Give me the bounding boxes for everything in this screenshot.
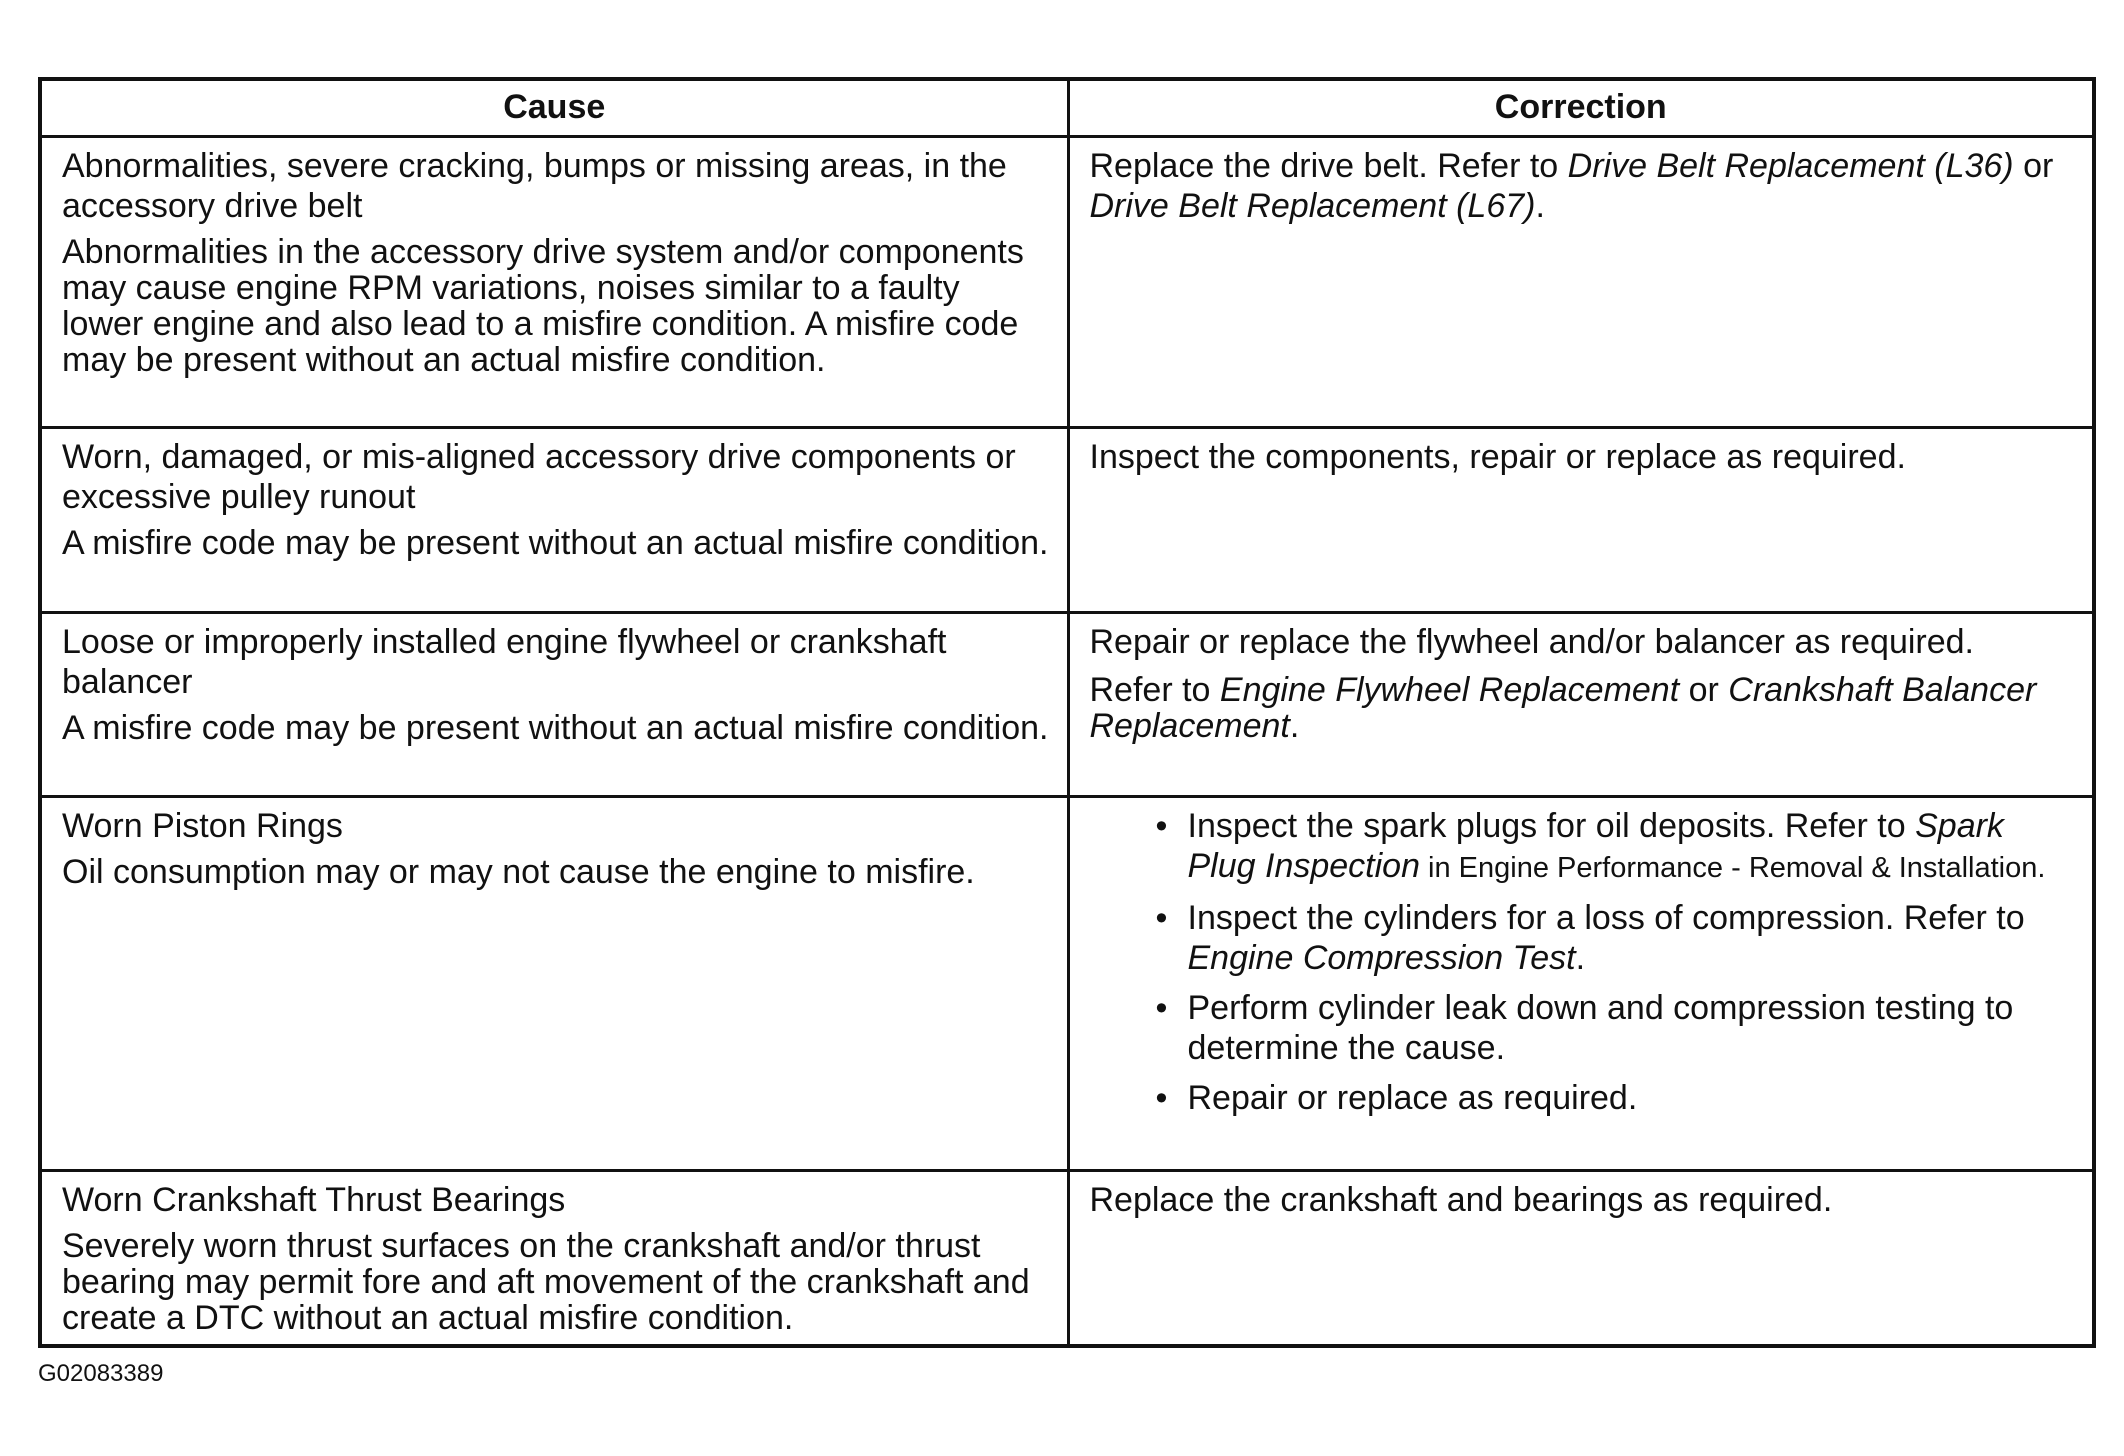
correction-text-part: .: [1535, 187, 1545, 225]
list-item: [1155, 806, 2075, 888]
table-row: [40, 613, 2094, 797]
cause-cell: [40, 613, 1068, 797]
cause-title: Worn Crankshaft Thrust Bearings: [62, 1181, 566, 1219]
correction-text-part: in Engine Performance - Removal & Installation.: [1420, 852, 2046, 884]
bullet-dot-icon: •: [1155, 899, 1168, 937]
correction-text-part: .: [1575, 939, 1586, 977]
table-header-row: [40, 79, 2094, 137]
cause-note: Oil consumption may or may not cause the engine to misfire.: [62, 853, 975, 891]
table-row: [40, 428, 2094, 613]
correction-text-part: Inspect the cylinders for a loss of compression. Refer to: [1187, 899, 2025, 937]
list-item: [1155, 1078, 2075, 1118]
doc-reference: Engine Compression Test: [1187, 939, 1576, 977]
cause-cell: [40, 428, 1068, 613]
correction-text-part: .: [1289, 707, 1300, 745]
correction-text-part: Repair or replace as required.: [1187, 1079, 1638, 1117]
doc-reference: Spark Plug Inspection: [1187, 807, 2004, 885]
cause-correction-table: [38, 77, 2096, 1348]
header-cause: Cause: [40, 79, 1068, 137]
list-item: [1155, 898, 2075, 978]
cause-note: Abnormalities in the accessory drive system and/or components may cause engine RPM variations, noises similar to a faulty lower engine and also lead to a misfire condition. A misfire code may be present without an actual misfire condition.: [62, 233, 1024, 379]
correction-text: [1090, 672, 2075, 744]
header-correction: Correction: [1068, 79, 2094, 137]
cause-note: Severely worn thrust surfaces on the crankshaft and/or thrust bearing may permit fore and aft movement of the crankshaft and create a DTC without an actual misfire condition.: [62, 1227, 1030, 1337]
bullet-dot-icon: •: [1155, 1079, 1168, 1117]
correction-text: Repair or replace the flywheel and/or balancer as required.: [1089, 623, 1974, 661]
correction-text-part: Refer to: [1089, 671, 1220, 709]
cause-title: Worn Piston Rings: [62, 807, 343, 845]
correction-text-part: or: [1679, 671, 1729, 709]
correction-cell: [1068, 1171, 2094, 1347]
cause-title: Abnormalities, severe cracking, bumps or missing areas, in the accessory drive belt: [62, 147, 1007, 225]
cause-note: A misfire code may be present without an actual misfire condition.: [62, 524, 1049, 562]
cause-note: A misfire code may be present without an actual misfire condition.: [62, 709, 1049, 747]
correction-text: Inspect the components, repair or replace as required.: [1089, 438, 1906, 476]
correction-cell: [1068, 137, 2094, 428]
doc-reference: Drive Belt Replacement (L36): [1567, 147, 2014, 185]
list-item: [1155, 988, 2075, 1068]
cause-title: Worn, damaged, or mis-aligned accessory drive components or excessive pulley runout: [62, 438, 1016, 516]
figure-id: G02083389: [38, 1360, 164, 1387]
table-row: [40, 797, 2094, 1171]
cause-cell: [40, 137, 1068, 428]
correction-cell: [1068, 428, 2094, 613]
doc-reference: Crankshaft Balancer Replacement: [1089, 671, 2037, 745]
bullet-dot-icon: •: [1155, 989, 1168, 1027]
correction-text: [1090, 146, 2075, 226]
correction-cell: [1068, 797, 2094, 1171]
table-row: [40, 1171, 2094, 1347]
correction-text: Replace the crankshaft and bearings as required.: [1089, 1181, 1833, 1219]
cause-title: Loose or improperly installed engine flywheel or crankshaft balancer: [62, 623, 947, 701]
cause-cell: [40, 797, 1068, 1171]
correction-text-part: Perform cylinder leak down and compression testing to determine the cause.: [1187, 989, 2014, 1067]
correction-text-part: Replace the drive belt. Refer to: [1089, 147, 1568, 185]
table-row: [40, 137, 2094, 428]
doc-reference: Drive Belt Replacement (L67): [1089, 187, 1536, 225]
cause-cell: [40, 1171, 1068, 1347]
doc-reference: Engine Flywheel Replacement: [1219, 671, 1680, 709]
bullet-dot-icon: •: [1155, 807, 1168, 845]
correction-bullet-list: [1142, 806, 2075, 1118]
correction-cell: [1068, 613, 2094, 797]
correction-text-part: Inspect the spark plugs for oil deposits. Refer to: [1187, 807, 1916, 845]
correction-text-part: or: [2013, 147, 2054, 185]
